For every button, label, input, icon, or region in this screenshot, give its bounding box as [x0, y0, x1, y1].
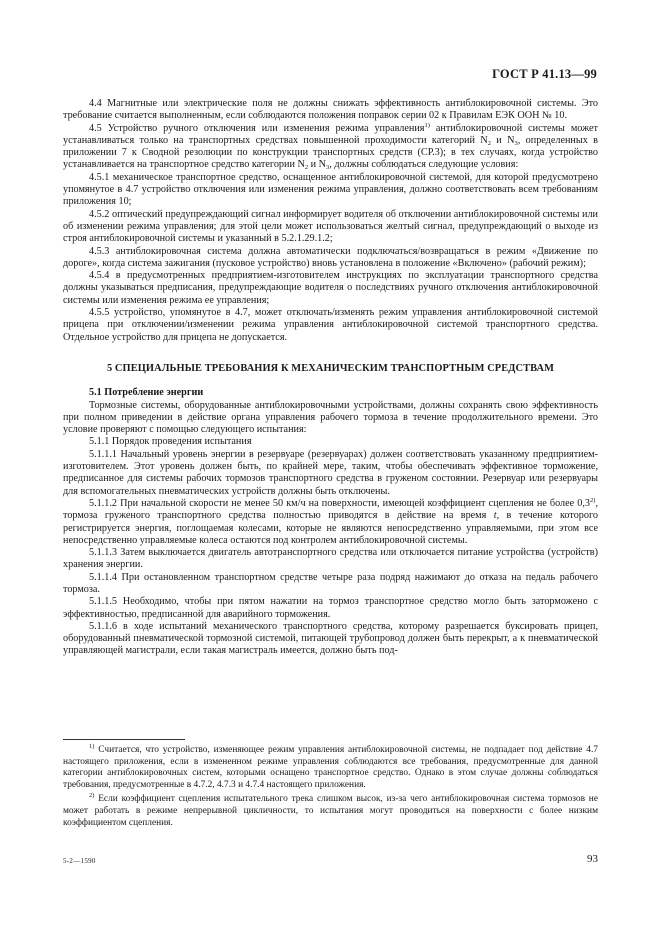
- footnote-divider: [63, 739, 185, 740]
- print-code: 5-2—1590: [63, 857, 96, 865]
- footnote-ref-2: 2): [590, 496, 596, 504]
- paragraph-5-1-1-2: [63, 498, 598, 547]
- page-number: 93: [587, 853, 598, 865]
- footnote-1: [63, 745, 598, 791]
- footnote-text: Если коэффициент сцепления испытательного трека слишком высок, из-за чего антиблокировочная система тормозов не может работать в режиме непрерывной цикличности, то испытания могут проводиться на поверхности с более низким коэффициентом сцепления.: [63, 794, 598, 828]
- paragraph-4-5-5: 4.5.5 устройство, упомянутое в 4.7, может отключать/изменять режим управления антиблокировочной системой прицепа при отключении/изменении режима управления антиблокировочной системой транспортного средства. Отдельное устройство для прицепа не допускается.: [63, 307, 598, 343]
- subscript: 2: [487, 139, 491, 147]
- footnote-text: Считается, что устройство, изменяющее режим управления антиблокировочной системы, не подпадает под действие 4.7 настоящего приложения, если в измененном режиме управления соблюдаются все требования, предусмотренные для данной категории антиблокировочных систем, которыми оснащено транспортное средство. Однако в этом случае должны соблюдаться требования, предусмотренные в 4.7.2, 4.7.3 и 4.7.4 настоящего приложения.: [63, 745, 598, 790]
- paragraph-4-5-4: 4.5.4 в предусмотренных предприятием-изготовителем инструкциях по эксплуатации транспортного средства должны указываться предписания, предупреждающие водителя о последствиях ручного отключения антиблокировочной системы или изменения режима ее управления;: [63, 270, 598, 306]
- section-5-title: 5 СПЕЦИАЛЬНЫЕ ТРЕБОВАНИЯ К МЕХАНИЧЕСКИМ ТРАНСПОРТНЫМ СРЕДСТВАМ: [106, 362, 555, 374]
- text-run: , определенных в приложении 7 к Сводной резолюции по конструкции транспортных средств (СР.3); в тех случаях, когда устройство устанавливается на транспортное средство категории N: [63, 134, 598, 171]
- text-run: , в течение которого регистрируется энергия, поглощаемая колесами, которые не являются непосредственно управляемыми, при этом все непосредственно управляемые колеса остаются под контролем антиблокировочной системы.: [63, 510, 599, 546]
- paragraph-4-5-3: 4.5.3 антиблокировочная система должна автоматически подключаться/возвращаться в режим «Движение по дороге», когда система зажигания (пусковое устройство) вновь установлена в положение «Включено» (рабочий режим);: [63, 245, 598, 269]
- paragraph-5-1-intro: Тормозные системы, оборудованные антиблокировочными устройствами, должны сохранять свою эффективность при полном приведении в действие органа управления рабочего тормоза в течение продолжительного времени. Это условие проверяют с помощью следующего испытания:: [63, 399, 598, 436]
- text-run: антиблокировочной системы может устанавливаться только на транспортных средствах повышенной проходимости категорий N: [63, 122, 598, 146]
- paragraph-5-1-1-1: 5.1.1.1 Начальный уровень энергии в резервуаре (резервуарах) должен соответствовать указанному предприятием-изготовителем. Этот уровень должен быть, по крайней мере, таким, чтобы обеспечивать эффективное торможение, предписанное для системы рабочих тормозов транспортного средства в груженом состоянии. Резервуар или резервуары для вспомогательных пневматических устройств должны быть отключены.: [63, 448, 598, 497]
- paragraph-4-5-1: 4.5.1 механическое транспортное средство, оснащенное антиблокировочной системой, для которой предусмотрено упомянутое в 4.7 устройство отключения или изменения режима управления, должно соответствовать всем требованиям приложения 10;: [63, 171, 598, 208]
- footnote-2: [63, 794, 598, 829]
- footnote-mark: 1): [89, 743, 95, 750]
- footnote-mark: 2): [89, 792, 95, 800]
- text-run: 4.5 Устройство ручного отключения или изменения режима управления: [89, 122, 425, 134]
- text-run: 5.1.1.2 При начальной скорости не менее 50 км/ч на поверхности, имеющей коэффициент сцепления не более 0,3: [89, 497, 591, 509]
- text-run: , тормоза груженого транспортного средства полностью приводятся в действие на время: [63, 497, 598, 522]
- paragraph-4-5-2: 4.5.2 оптический предупреждающий сигнал информирует водителя об отключении антиблокировочной системы или об изменении режима управления; для этой цели может использоваться желтый сигнал, предупреждающий о выходе из строя антиблокировочной системы и указанный в 5.2.1.29.1.2;: [63, 208, 598, 245]
- text-run: и N: [308, 159, 326, 171]
- subscript: 3: [514, 139, 518, 147]
- footnote-ref-1: 1): [424, 121, 430, 129]
- text-run: и N: [490, 134, 515, 146]
- footnotes: [63, 745, 598, 832]
- document-header: ГОСТ Р 41.13—99: [492, 67, 597, 81]
- paragraph-4-4: 4.4 Магнитные или электрические поля не должны снижать эффективность антиблокировочной системы. Это требование считается выполненным, если соблюдаются положения поправок серии 02 к Правилам ЕЭК ООН № 10.: [63, 98, 598, 122]
- text-run: , должны соблюдаться следующие условия:: [329, 159, 519, 171]
- subscript: 3: [325, 164, 330, 172]
- paragraph-5-1-1: 5.1.1 Порядок проведения испытания: [89, 436, 252, 448]
- subscript: 2: [304, 164, 309, 172]
- paragraph-5-1-1-3: 5.1.1.3 Затем выключается двигатель автотранспортного средства или отключается питание устройства (устройств) хранения энергии.: [63, 547, 598, 571]
- paragraph-5-1-1-6: 5.1.1.6 в ходе испытаний механического транспортного средства, которому разрешается буксировать прицеп, оборудованный пневматической тормозной системой, питающей трубопровод должен быть перекрыт, а к пневматической управляющей магистрали, если такая магистраль имеется, должно быть под-: [63, 620, 598, 657]
- subsection-5-1-title: [63, 387, 598, 399]
- variable-t: t: [493, 510, 497, 522]
- paragraph-5-1-1-4: 5.1.1.4 При остановленном транспортном средстве четыре раза подряд нажимают до отказа на педаль рабочего тормоза.: [63, 571, 598, 595]
- paragraph-4-5: [63, 123, 598, 172]
- subsection-heading: 5.1 Потребление энергии: [89, 387, 204, 399]
- main-text: [63, 98, 598, 658]
- paragraph-5-1-1-5: 5.1.1.5 Необходимо, чтобы при пятом нажатии на тормоз транспортное средство могло быть заторможено с эффективностью, предписанной для аварийного торможения.: [63, 596, 598, 620]
